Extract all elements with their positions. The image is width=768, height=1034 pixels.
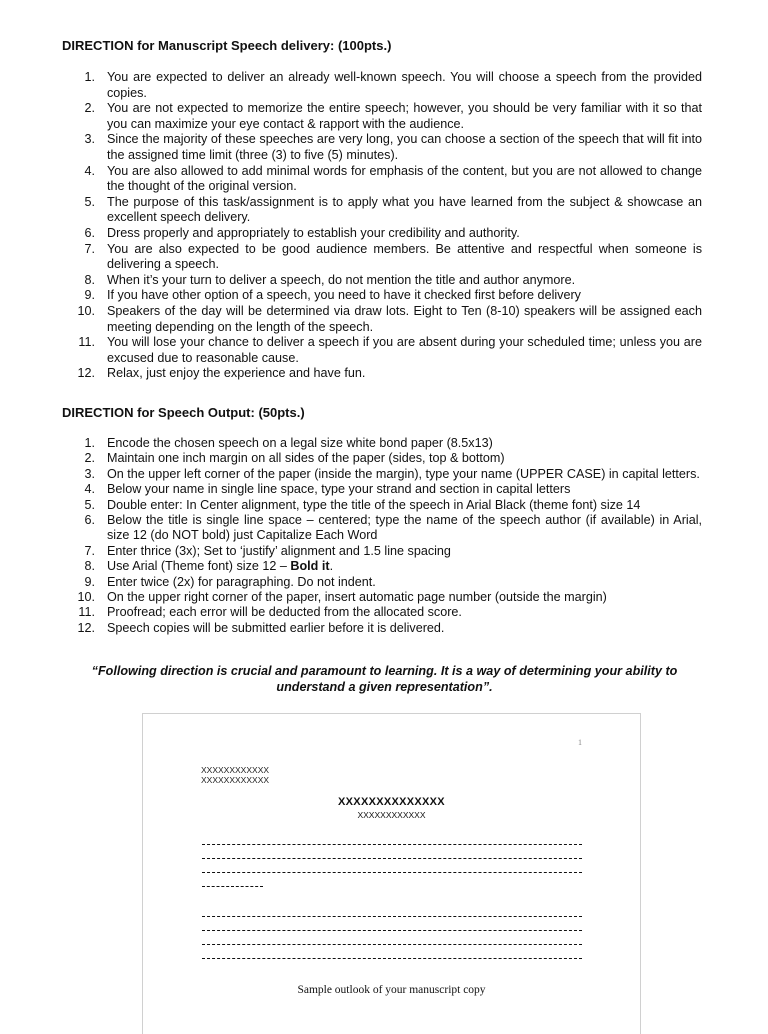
direction-item [62,366,702,382]
sample-text-line [202,872,582,873]
section1-heading: DIRECTION for Manuscript Speech delivery: (100pts.) [62,38,392,53]
item-number: 2. [84,451,95,466]
item-number: 7. [84,543,95,558]
item-text: Speakers of the day will be determined via draw lots. Eight to Ten (8-10) speakers will be assigned each meeting depending on the length of the speech. [107,303,702,334]
direction-item [62,575,702,590]
item-number: 6. [84,513,95,528]
item-number: 7. [84,241,95,256]
item-text: Use Arial (Theme font) size 12 – [107,559,287,574]
sample-text-line [202,886,263,887]
direction-item [62,436,702,451]
item-number: 5. [84,194,95,209]
direction-item [62,467,702,482]
item-number: 11. [78,605,95,620]
direction-item [62,195,702,226]
item-text: Maintain one inch margin on all sides of the paper (sides, top & bottom) [107,451,505,466]
item-text: If you have other option of a speech, you need to have it checked first before delivery [107,288,581,303]
item-text-suffix: . [329,559,334,574]
direction-item [62,288,702,304]
item-number: 9. [84,288,95,303]
item-text: Enter twice (2x) for paragraphing. Do not indent. [107,574,376,589]
direction-item [62,101,702,132]
direction-item [62,621,702,636]
item-text: Below your name in single line space, type your strand and section in capital letters [107,482,571,497]
direction-item [62,498,702,513]
item-text: You are not expected to memorize the entire speech; however, you should be very familiar with it so that you can maximize your eye contact & rapport with the audience. [107,101,702,131]
item-number: 8. [84,272,95,287]
item-text: Proofread; each error will be deducted from the allocated score. [107,605,462,620]
item-text: Relax, just enjoy the experience and have fun. [107,366,366,381]
item-text: Dress properly and appropriately to establish your credibility and authority. [107,225,520,240]
item-text: You are also expected to be good audience members. Be attentive and respectful when someone is delivering a speech. [107,241,702,272]
item-number: 12. [77,620,95,635]
item-text: On the upper right corner of the paper, insert automatic page number (outside the margin) [107,590,607,605]
item-number: 2. [84,101,95,116]
item-number: 11. [78,335,95,350]
direction-item [62,590,702,605]
item-number: 1. [84,70,95,84]
item-number: 10. [77,590,95,605]
direction-item [62,226,702,242]
sample-strand-line: XXXXXXXXXXXX [201,774,270,785]
sample-name-block [201,766,269,785]
item-number: 3. [84,466,95,481]
item-text: You are also allowed to add minimal words for emphasis of the content, but you are not allowed to change the thought of the original version. [107,163,702,194]
item-number: 6. [84,225,95,240]
item-text: You are expected to deliver an already well-known speech. You will choose a speech from the provided copies. [107,70,702,100]
direction-item [62,335,702,366]
item-text: Enter thrice (3x); Set to ‘justify’ alignment and 1.5 line spacing [107,543,451,558]
sample-text-line [202,844,582,845]
item-number: 4. [84,163,95,178]
sample-text-line [202,944,582,945]
sample-caption: Sample outlook of your manuscript copy [297,984,486,996]
item-number: 1. [84,436,95,450]
item-bold-text: Bold it [290,559,330,574]
direction-item [62,164,702,195]
item-text: Since the majority of these speeches are very long, you can choose a section of the speech that will fit into the assigned time limit (three (3) to five (5) minutes). [107,132,702,162]
item-text: When it’s your turn to deliver a speech, do not mention the title and author anymore. [107,272,576,287]
item-text: On the upper left corner of the paper (inside the margin), type your name (UPPER CASE) in capital letters. [107,466,700,481]
item-number: 4. [84,482,95,497]
sample-author: XXXXXXXXXXXX [357,810,426,820]
item-number: 10. [77,303,95,318]
section2-heading: DIRECTION for Speech Output: (50pts.) [62,405,305,420]
section1-list [62,70,702,382]
item-text: You will lose your chance to deliver a speech if you are absent during your scheduled time; unless you are excused due to reasonable cause. [107,335,702,365]
direction-item [62,482,702,497]
sample-page-number: 1 [578,738,582,747]
sample-text-line [202,916,582,917]
direction-item [62,544,702,559]
direction-item [62,304,702,335]
item-number: 5. [84,497,95,512]
sample-text-line [202,930,582,931]
item-number: 8. [84,559,95,574]
item-number: 12. [77,366,95,381]
item-text: Below the title is single line space – centered; type the name of the speech author (if available) in Arial, size 12 (do NOT bold) just Capitalize Each Word [107,513,702,543]
item-text: Encode the chosen speech on a legal size white bond paper (8.5x13) [107,436,493,450]
direction-item [62,605,702,620]
item-text: Speech copies will be submitted earlier before it is delivered. [107,620,445,635]
direction-item [62,273,702,289]
sample-title: XXXXXXXXXXXXXX [338,796,445,808]
sample-name-line: XXXXXXXXXXXX [201,765,270,775]
sample-text-line [202,858,582,859]
item-text: Double enter: In Center alignment, type the title of the speech in Arial Black (theme font) size 14 [107,497,641,512]
sample-text-line [202,958,582,959]
section2-list [62,436,702,636]
direction-item [62,559,702,574]
item-text: The purpose of this task/assignment is to apply what you have learned from the subject & showcase an excellent speech delivery. [107,194,702,225]
direction-item [62,451,702,466]
sample-manuscript-figure [142,713,641,1034]
direction-item [62,132,702,163]
item-number: 9. [84,574,95,589]
quote: “Following direction is crucial and paramount to learning. It is a way of determining your ability to understand a given representation”. [91,664,678,694]
direction-item [62,242,702,273]
direction-item [62,70,702,101]
direction-item [62,513,702,544]
item-number: 3. [84,132,95,147]
